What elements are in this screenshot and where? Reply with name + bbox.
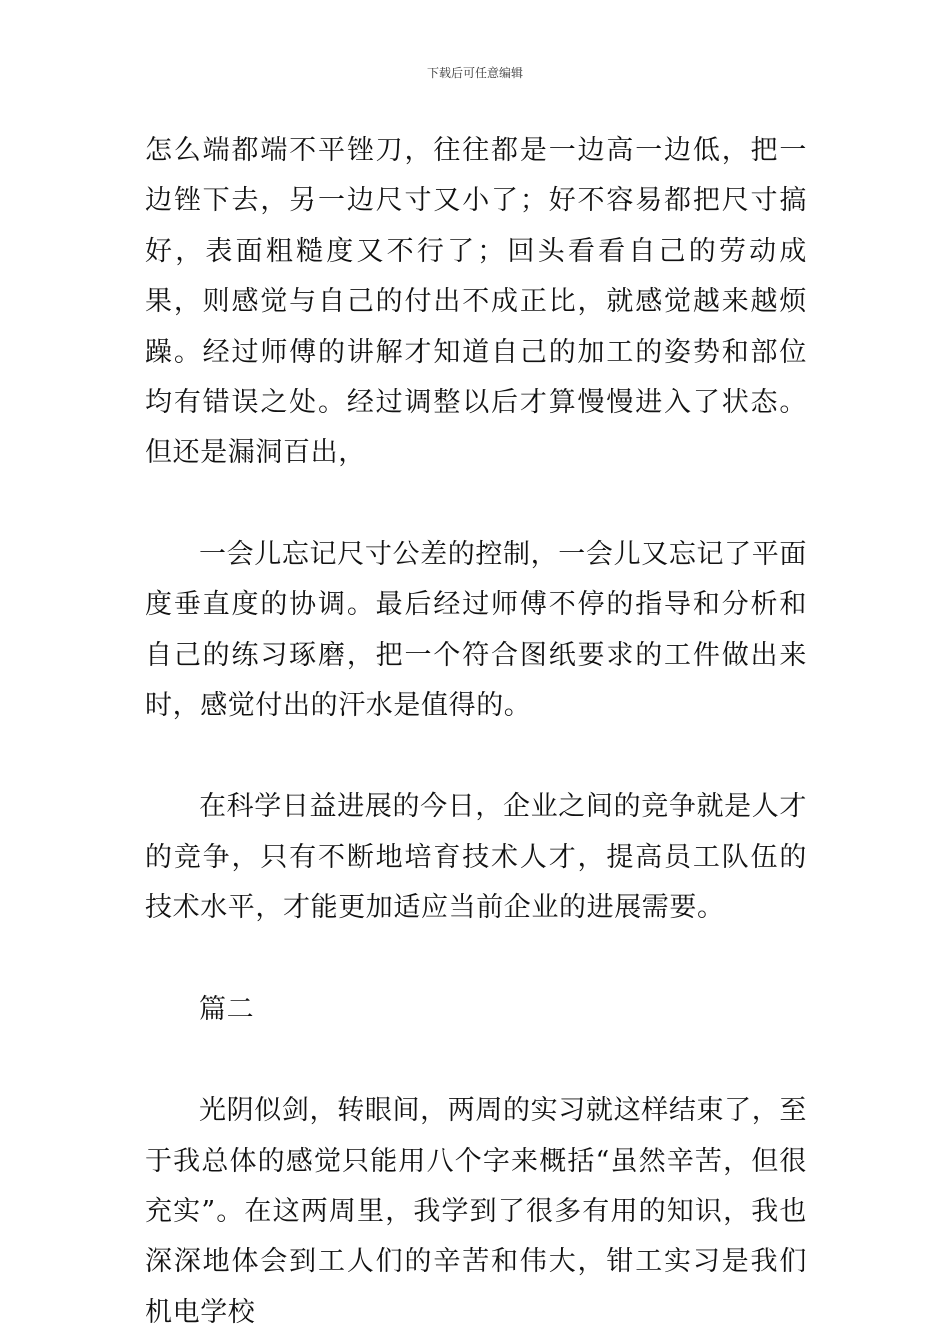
paragraph-2: 一会儿忘记尺寸公差的控制，一会儿又忘记了平面度垂直度的协调。最后经过师傅不停的指导和分析和自己的练习琢磨，把一个符合图纸要求的工件做出来时，感觉付出的汗水是值得的。 bbox=[145, 538, 807, 722]
paragraph-4: 光阴似剑，转眼间，两周的实习就这样结束了，至于我总体的感觉只能用八个字来概括“虽然辛苦，但很充实”。在这两周里，我学到了很多有用的知识，我也深深地体会到工人们的辛苦和伟大，钳工实习是我们机电学校 bbox=[145, 1095, 807, 1328]
section-heading: 篇二 bbox=[199, 993, 255, 1025]
paragraph-gap bbox=[145, 731, 807, 782]
page-header-note: 下载后可任意编辑 bbox=[426, 66, 523, 80]
paragraph-3: 在科学日益进展的今日，企业之间的竞争就是人才的竞争，只有不断地培育技术人才，提高员工队伍的技术水平，才能更加适应当前企业的进展需要。 bbox=[145, 791, 807, 924]
paragraph-gap bbox=[145, 1035, 807, 1086]
document-body bbox=[145, 126, 807, 1338]
paragraph-1: 怎么端都端不平锉刀，往往都是一边高一边低，把一边锉下去，另一边尺寸又小了；好不容易都把尺寸搞好，表面粗糙度又不行了；回头看看自己的劳动成果，则感觉与自己的付出不成正比，就感觉越来越烦躁。经过师傅的讲解才知道自己的加工的姿势和部位均有错误之处。经过调整以后才算慢慢进入了状态。但还是漏洞百出， bbox=[145, 135, 807, 469]
paragraph-gap bbox=[145, 479, 807, 530]
paragraph-gap bbox=[145, 934, 807, 985]
